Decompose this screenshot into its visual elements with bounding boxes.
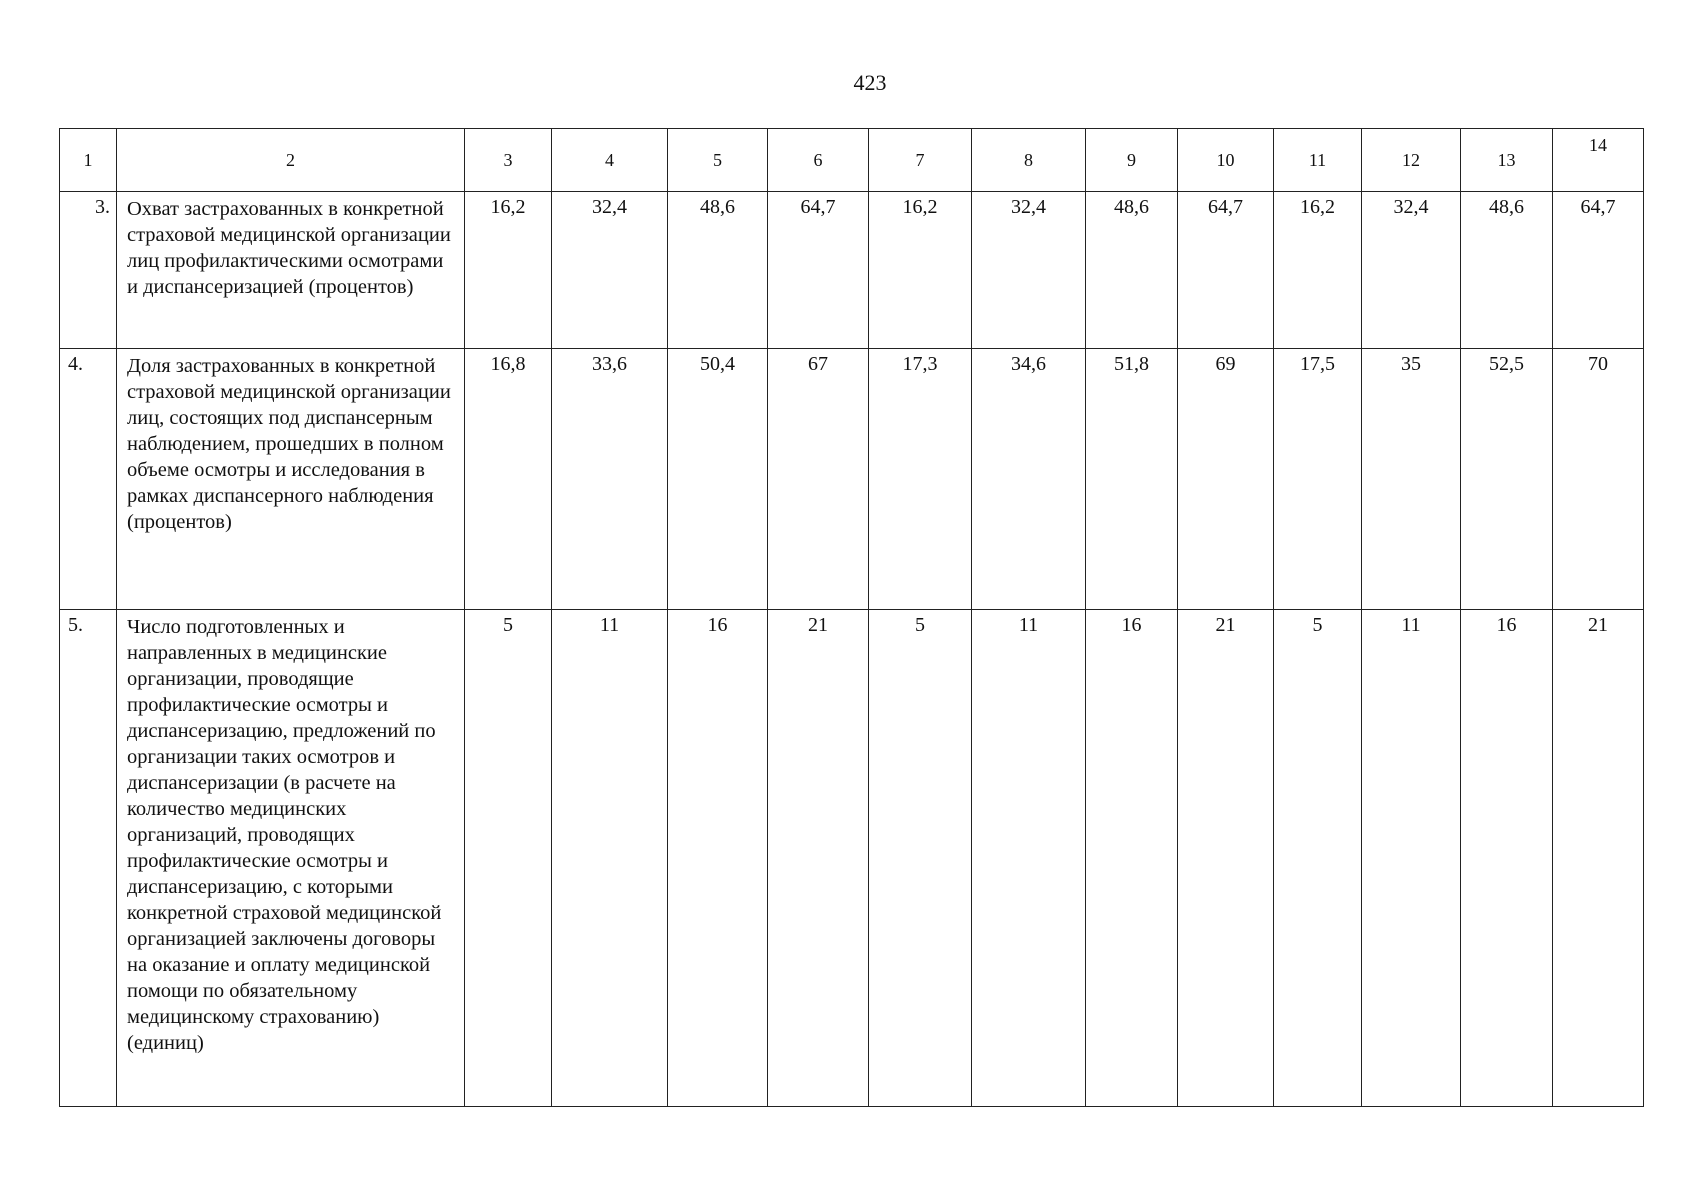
table-header-row (60, 129, 1644, 192)
value-cell: 67 (768, 349, 869, 610)
value-cell: 33,6 (552, 349, 668, 610)
value-cell: 48,6 (1461, 192, 1553, 349)
value-cell: 48,6 (668, 192, 768, 349)
value-cell: 32,4 (552, 192, 668, 349)
value-cell: 11 (1362, 610, 1461, 1107)
value-cell: 52,5 (1461, 349, 1553, 610)
value-cell: 69 (1178, 349, 1274, 610)
row-description: Охват застрахованных в конкретной страховой медицинской организации лиц профилактическими осмотрами и диспансеризацией (процентов) (117, 192, 465, 349)
row-description: Доля застрахованных в конкретной страховой медицинской организации лиц, состоящих под диспансерным наблюдением, прошедших в полном объеме осмотры и исследования в рамках диспансерного наблюдения (процентов) (117, 349, 465, 610)
value-cell: 64,7 (1553, 192, 1644, 349)
value-cell: 16 (668, 610, 768, 1107)
header-cell: 12 (1362, 129, 1461, 192)
value-cell: 5 (1274, 610, 1362, 1107)
table-row (60, 610, 1644, 1107)
value-cell: 21 (1178, 610, 1274, 1107)
value-cell: 16,8 (465, 349, 552, 610)
header-cell: 13 (1461, 129, 1553, 192)
value-cell: 16 (1461, 610, 1553, 1107)
row-number: 3. (60, 192, 117, 349)
value-cell: 48,6 (1086, 192, 1178, 349)
header-cell: 2 (117, 129, 465, 192)
value-cell: 64,7 (768, 192, 869, 349)
header-cell: 7 (869, 129, 972, 192)
header-cell: 11 (1274, 129, 1362, 192)
header-cell: 6 (768, 129, 869, 192)
value-cell: 50,4 (668, 349, 768, 610)
value-cell: 17,3 (869, 349, 972, 610)
value-cell: 32,4 (972, 192, 1086, 349)
value-cell: 16,2 (465, 192, 552, 349)
indicators-table (59, 128, 1644, 1107)
header-cell: 1 (60, 129, 117, 192)
header-cell: 5 (668, 129, 768, 192)
header-cell: 9 (1086, 129, 1178, 192)
row-number: 5. (60, 610, 117, 1107)
value-cell: 64,7 (1178, 192, 1274, 349)
header-cell: 8 (972, 129, 1086, 192)
value-cell: 16 (1086, 610, 1178, 1107)
row-description: Число подготовленных и направленных в медицинские организации, проводящие профилактические осмотры и диспансеризацию, предложений по организации таких осмотров и диспансеризации (в расчете на количество медицинских организаций, проводящих профилактические осмотры и диспансеризацию, с которыми конкретной страховой медицинской организацией заключены договоры на оказание и оплату медицинской помощи по обязательному медицинскому страхованию) (единиц) (117, 610, 465, 1107)
value-cell: 51,8 (1086, 349, 1178, 610)
value-cell: 32,4 (1362, 192, 1461, 349)
table-row (60, 349, 1644, 610)
value-cell: 17,5 (1274, 349, 1362, 610)
value-cell: 21 (768, 610, 869, 1107)
header-cell: 3 (465, 129, 552, 192)
value-cell: 34,6 (972, 349, 1086, 610)
row-number: 4. (60, 349, 117, 610)
value-cell: 5 (869, 610, 972, 1107)
value-cell: 21 (1553, 610, 1644, 1107)
header-cell: 14 (1553, 129, 1644, 192)
value-cell: 35 (1362, 349, 1461, 610)
page-number: 423 (853, 70, 887, 95)
header-cell: 10 (1178, 129, 1274, 192)
value-cell: 70 (1553, 349, 1644, 610)
value-cell: 16,2 (869, 192, 972, 349)
value-cell: 11 (552, 610, 668, 1107)
table-row (60, 192, 1644, 349)
value-cell: 16,2 (1274, 192, 1362, 349)
value-cell: 5 (465, 610, 552, 1107)
header-cell: 4 (552, 129, 668, 192)
value-cell: 11 (972, 610, 1086, 1107)
